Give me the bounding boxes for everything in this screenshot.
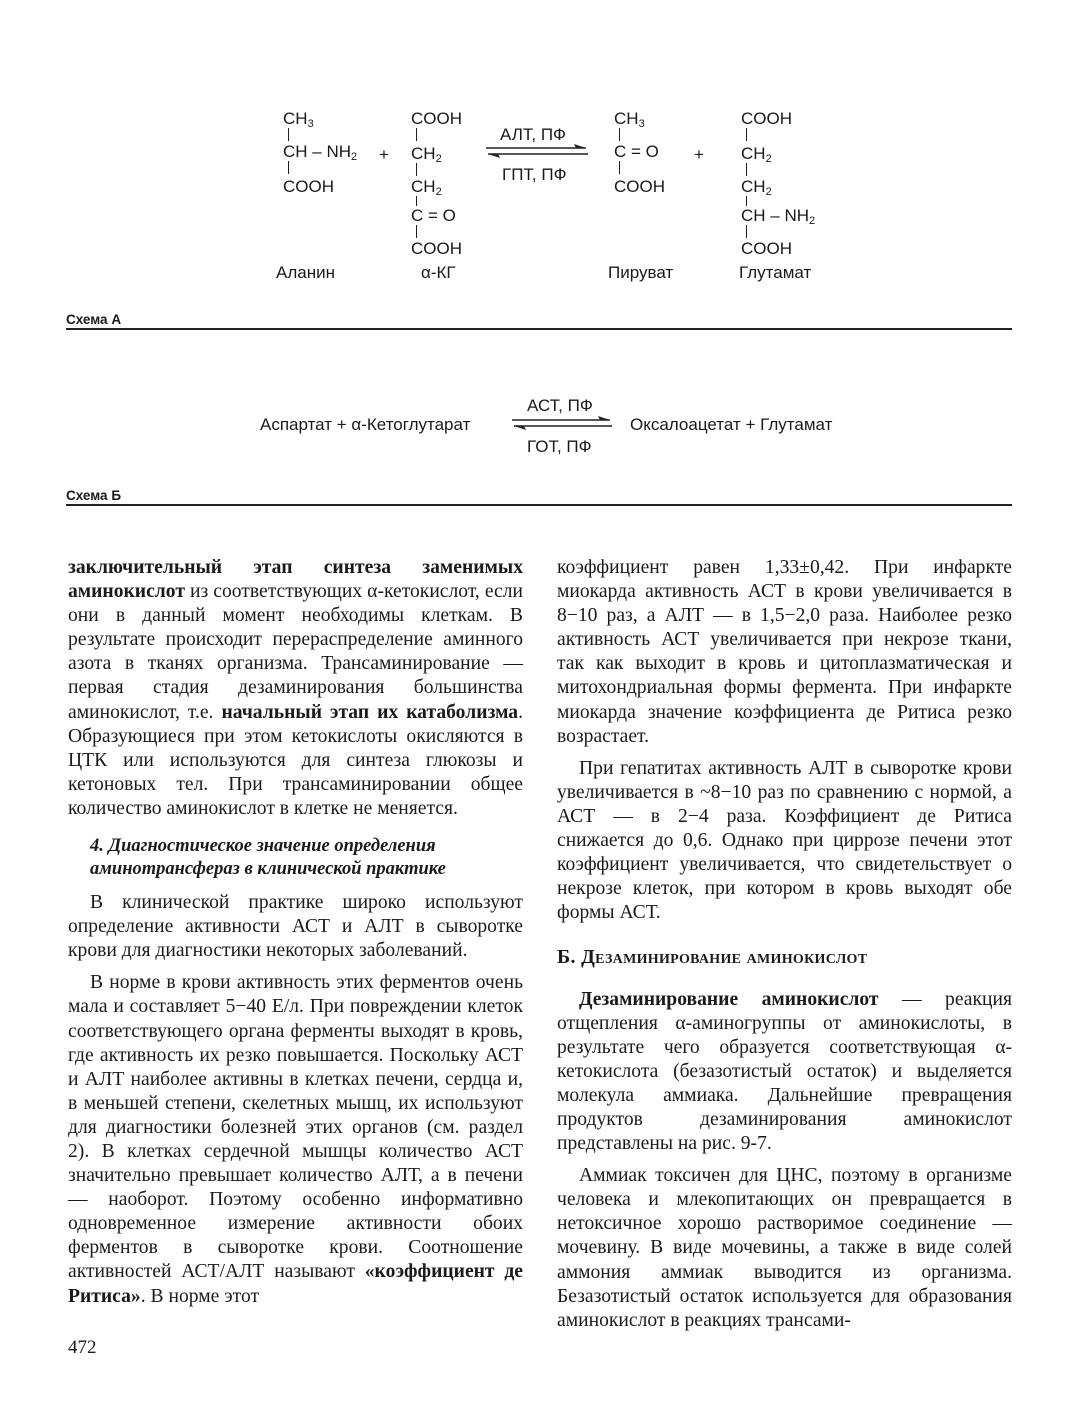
bond-line bbox=[416, 225, 417, 238]
pyruvate-name: Пируват bbox=[608, 263, 674, 282]
divider bbox=[66, 328, 1012, 330]
alanine-ch3: $CH_3$ bbox=[283, 109, 314, 130]
paragraph: коэффициент равен 1,33±0,42. При инфаркте миокарда активность АСТ в крови увеличивается в 8−10 раз, а АЛТ — в 1,5−2,0 раза. Наиболее резко активность АСТ увеличивается при некрозе ткани, так как выходит в кровь и цитоплазматическая и митохондриальная формы фермента. При инфаркте миокарда значение коэффициента де Ритиса резко возрастает. bbox=[557, 557, 1012, 747]
equilibrium-arrow-icon bbox=[484, 143, 590, 159]
text: — реакция отщепления α-аминогруппы от аминокислоты, в результате чего образуется соответствующая α-кетокислота (безазотистый остаток) и выделяется молекула аммиака. Дальнейшие превращения продуктов дезаминирования аминокислот представлены на рис. 9-7. bbox=[557, 988, 1012, 1155]
products: Оксалоацетат + Глутамат bbox=[630, 415, 833, 434]
akg-name: α-КГ bbox=[421, 263, 456, 282]
pyruvate-co: C = O bbox=[614, 142, 659, 161]
alanine-ch-nh2: CH – $NH_2$ bbox=[283, 142, 358, 163]
reactants: Аспартат + α-Кетоглутарат bbox=[260, 415, 471, 434]
akg-ch2-a: $CH_2$ bbox=[411, 144, 442, 165]
bond-line bbox=[416, 163, 417, 176]
glutamate-name: Глутамат bbox=[739, 263, 812, 282]
alanine-cooh: COOH bbox=[283, 177, 334, 196]
plus-sign: + bbox=[694, 145, 704, 164]
glutamate-ch2-a: $CH_2$ bbox=[741, 144, 772, 165]
paragraph bbox=[68, 556, 523, 821]
alanine-name: Аланин bbox=[276, 263, 335, 282]
akg-cooh-top: COOH bbox=[411, 109, 462, 128]
scheme-a-label: Схема А bbox=[66, 312, 122, 327]
page-number: 472 bbox=[68, 1337, 97, 1358]
bond-line bbox=[288, 128, 289, 141]
paragraph: При гепатитах активность АЛТ в сыворотке крови увеличивается в ~8−10 раз по сравнению с нормой, а АСТ — в 2−4 раза. Коэффициент де Ритиса снижается до 0,6. Однако при циррозе печени этот коэффициент увеличивается, что свидетельствует о некрозе клеток, при котором в кровь выходят обе формы АСТ. bbox=[557, 757, 1012, 924]
equilibrium-arrow-icon bbox=[510, 415, 614, 431]
arrow-bottom-label: ГПТ, ПФ bbox=[502, 165, 567, 184]
arrow-top-label: АСТ, ПФ bbox=[527, 396, 593, 415]
scheme-b-label: Схема Б bbox=[66, 488, 122, 503]
glutamate-cooh-top: COOH bbox=[741, 109, 792, 128]
bond-line bbox=[746, 196, 747, 206]
paragraph: Аммиак токсичен для ЦНС, поэтому в организме человека и млекопитающих он превращается в нетоксичное хорошо растворимое соединение — мочевину. В виде мочевины, а также в виде солей аммония аммиак выводится из организма. Безазотистый остаток используется для образования аминокислот в реакциях трансами- bbox=[557, 1165, 1012, 1331]
plus-sign: + bbox=[379, 145, 389, 164]
arrow-top-label: АЛТ, ПФ bbox=[500, 125, 566, 144]
pyruvate-ch3: $CH_3$ bbox=[614, 109, 645, 130]
bond-line bbox=[619, 161, 620, 174]
pyruvate-cooh: COOH bbox=[614, 177, 665, 196]
bold-term: «коэффициент де Ритиса» bbox=[68, 1261, 523, 1307]
bond-line bbox=[746, 163, 747, 176]
section-heading: 4. Диагностическое значение определения аминотрансфераз в клинической практике bbox=[90, 836, 446, 880]
bold-term: заключительный этап синтеза заменимых аминокислот bbox=[68, 557, 523, 603]
akg-co: C = O bbox=[411, 206, 456, 225]
section-heading: Б. Дезаминирование аминокислот bbox=[557, 946, 868, 969]
bond-line bbox=[416, 196, 417, 206]
bond-line bbox=[288, 161, 289, 174]
bond-line bbox=[746, 225, 747, 238]
text: . В норме этот bbox=[140, 1285, 260, 1307]
bold-term: начальный этап их катаболизма bbox=[221, 701, 519, 723]
left-column bbox=[68, 556, 523, 1309]
right-column bbox=[557, 556, 1012, 1333]
glutamate-ch-nh2: CH – $NH_2$ bbox=[741, 206, 816, 227]
paragraph: В клинической практике широко используют определение активности АСТ и АЛТ в сыворотке крови для диагностики некоторых заболеваний. bbox=[68, 892, 523, 962]
text: . Образующиеся при этом кетокислоты окисляются в ЦТК или используются для синтеза глюкозы и кетоновых тел. При трансаминировании общее количество аминокислот в клетке не меняется. bbox=[68, 701, 524, 819]
bond-line bbox=[746, 128, 747, 141]
text: из соответствующих α-кетокислот, если они в данный момент необходимы клеткам. В результате происходит перераспределение аминного азота в тканях организма. Трансаминирование — первая стадия дезаминирования большинства аминокислот, т.е. bbox=[68, 581, 523, 723]
arrow-bottom-label: ГОТ, ПФ bbox=[527, 437, 592, 456]
divider bbox=[66, 504, 1012, 506]
bond-line bbox=[416, 128, 417, 141]
glutamate-ch2-b: $CH_2$ bbox=[741, 177, 772, 198]
paragraph bbox=[68, 971, 523, 1308]
paragraph bbox=[557, 988, 1012, 1157]
akg-ch2-b: $CH_2$ bbox=[411, 177, 442, 198]
text: В норме в крови активность этих ферментов очень мала и составляет 5−40 Е/л. При повреждении клеток соответствующего органа ферменты выходят в кровь, где активность их резко повышается. Поскольку АСТ и АЛТ наиболее активны в клетках печени, сердца и, в меньшей степени, скелетных мышц, их используют для диагностики болезней этих органов (см. раздел 2). В клетках сердечной мышцы количество АСТ значительно превышает количество АЛТ, а в печени — наоборот. Поэтому особенно информативно одновременное измерение активности обоих ферментов в сыворотке крови. Соотношение активностей АСТ/АЛТ называют bbox=[68, 972, 523, 1283]
glutamate-cooh-bottom: COOH bbox=[741, 239, 792, 258]
akg-cooh-bottom: COOH bbox=[411, 239, 462, 258]
bold-term: Дезаминирование аминокислот bbox=[579, 988, 879, 1010]
bond-line bbox=[619, 128, 620, 141]
